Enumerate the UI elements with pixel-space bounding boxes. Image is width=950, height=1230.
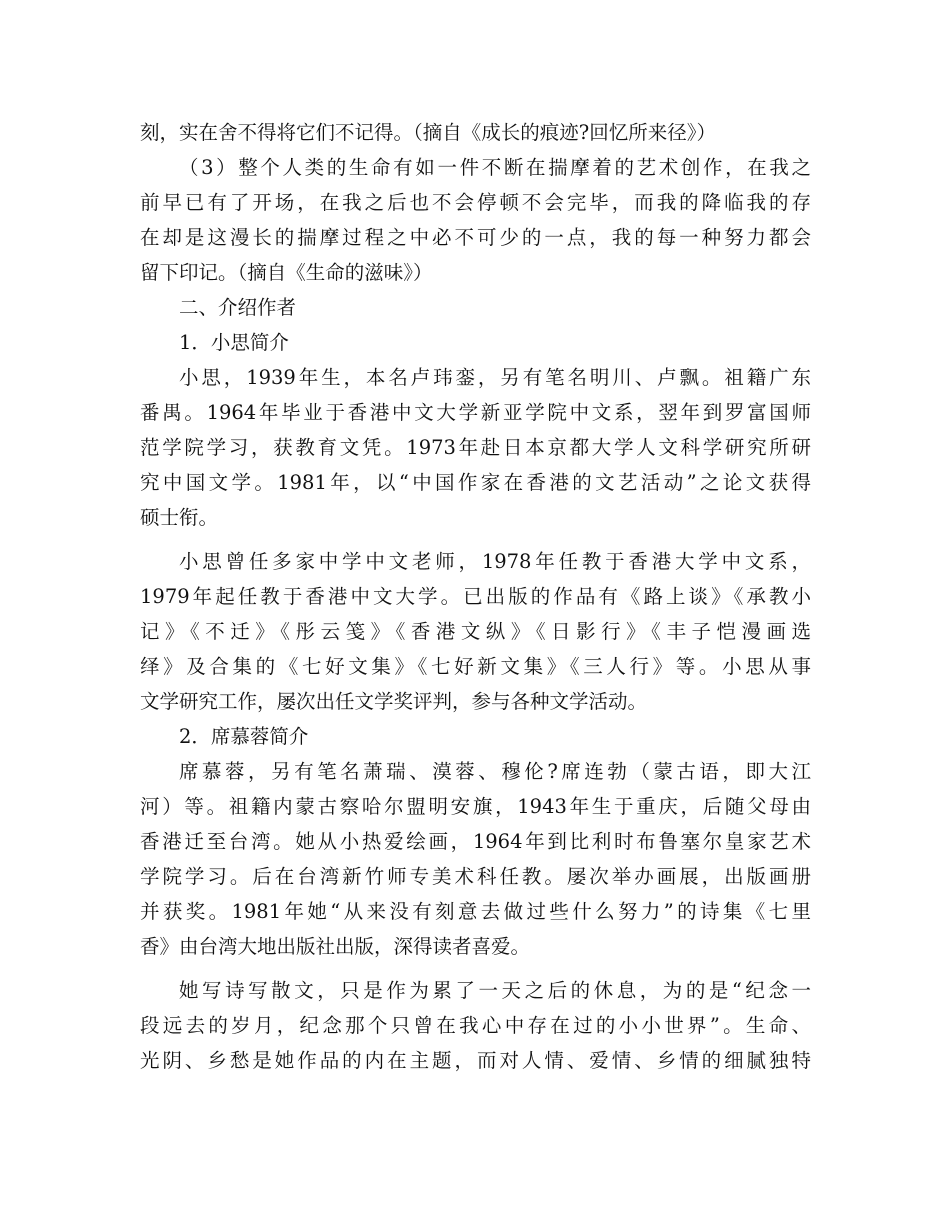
text-line: 绎》及合集的《七好文集》《七好新文集》《三人行》等。小思从事: [140, 655, 811, 678]
subsection-heading: 1．小思简介: [179, 331, 289, 354]
text-line: 留下印记。（摘自《生命的滋味》）: [140, 261, 433, 284]
section-heading: 二、介绍作者: [179, 296, 297, 319]
text-line: 席慕蓉，另有笔名萧瑞、漠蓉、穆伦?席连勃（蒙古语，即大江: [179, 760, 811, 783]
text-line: 段远去的岁月，纪念那个只曾在我心中存在过的小小世界”。生命、: [140, 1014, 811, 1037]
text-line: （3）整个人类的生命有如一件不断在揣摩着的艺术创作，在我之: [179, 156, 811, 179]
text-line: 光阴、乡愁是她作品的内在主题，而对人情、爱情、乡情的细腻独特: [140, 1049, 811, 1072]
text-line: 记》《不迁》《彤云笺》《香港文纵》《日影行》《丰子恺漫画选: [140, 620, 811, 643]
text-line: 刻，实在舍不得将它们不记得。（摘自《成长的痕迹?回忆所来径》）: [140, 121, 716, 144]
text-line: 番禺。1964年毕业于香港中文大学新亚学院中文系，翌年到罗富国师: [140, 401, 811, 424]
text-line: 硕士衔。: [140, 506, 219, 529]
text-line: 范学院学习，获教育文凭。1973年赴日本京都大学人文科学研究所研: [140, 436, 811, 459]
subsection-heading: 2．席慕蓉简介: [179, 725, 309, 748]
text-line: 香港迁至台湾。她从小热爱绘画，1964年到比利时布鲁塞尔皇家艺术: [140, 830, 811, 853]
text-line: 1979年起任教于香港中文大学。已出版的作品有《路上谈》《承教小: [140, 585, 811, 608]
text-line: 并获奖。1981年她“从来没有刻意去做过些什么努力”的诗集《七里: [140, 900, 811, 923]
text-line: 前早已有了开场，在我之后也不会停顿不会完毕，而我的降临我的存: [140, 191, 811, 214]
text-line: 文学研究工作，屡次出任文学奖评判，参与各种文学活动。: [140, 690, 648, 713]
text-line: 香》由台湾大地出版社出版，深得读者喜爱。: [140, 935, 531, 958]
text-line: 究中国文学。1981年，以“中国作家在香港的文艺活动”之论文获得: [140, 471, 811, 494]
text-line: 学院学习。后在台湾新竹师专美术科任教。屡次举办画展，出版画册: [140, 865, 811, 888]
text-line: 小思，1939年生，本名卢玮銮，另有笔名明川、卢飘。祖籍广东: [179, 366, 811, 389]
text-line: 小思曾任多家中学中文老师，1978年任教于香港大学中文系，: [179, 550, 811, 573]
text-line: 她写诗写散文，只是作为累了一天之后的休息，为的是“纪念一: [179, 979, 811, 1002]
text-line: 在却是这漫长的揣摩过程之中必不可少的一点，我的每一种努力都会: [140, 226, 811, 249]
text-line: 河）等。祖籍内蒙古察哈尔盟明安旗，1943年生于重庆，后随父母由: [140, 795, 811, 818]
